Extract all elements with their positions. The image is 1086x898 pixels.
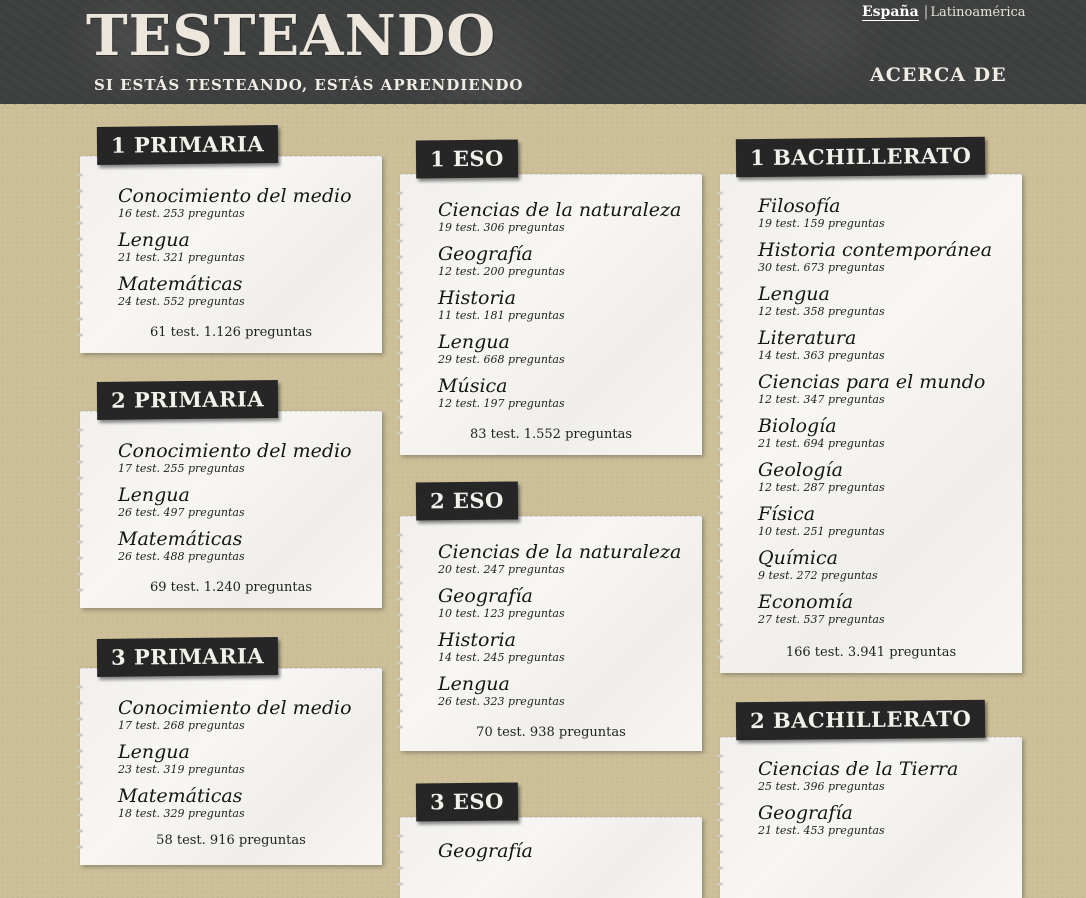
- subject-name[interactable]: Lengua: [118, 229, 190, 251]
- subject-item[interactable]: [438, 287, 565, 323]
- subject-meta: 21 test. 453 preguntas: [758, 824, 885, 837]
- site-tagline: SI ESTÁS TESTEANDO, ESTÁS APRENDIENDO: [94, 76, 524, 94]
- subject-meta: 11 test. 181 preguntas: [438, 309, 565, 322]
- subject-meta: 10 test. 123 preguntas: [438, 607, 565, 620]
- card-2-primaria: [80, 381, 382, 609]
- card-total: 166 test. 3.941 preguntas: [785, 645, 957, 660]
- subject-item[interactable]: [758, 415, 885, 451]
- subject-name[interactable]: Geografía: [758, 802, 853, 824]
- subject-meta: 17 test. 268 preguntas: [118, 719, 245, 732]
- subject-name[interactable]: Geografía: [438, 840, 533, 862]
- region-spain-link[interactable]: España: [862, 4, 919, 20]
- subject-name[interactable]: Lengua: [438, 331, 510, 353]
- subject-item[interactable]: [438, 243, 565, 279]
- subject-meta: 30 test. 673 preguntas: [758, 261, 885, 274]
- about-link[interactable]: ACERCA DE: [870, 64, 1007, 86]
- card-total: 69 test. 1.240 preguntas: [149, 580, 313, 595]
- subject-name[interactable]: Economía: [758, 591, 854, 613]
- site-header: [0, 0, 1086, 104]
- subject-item[interactable]: [758, 239, 992, 275]
- subject-item[interactable]: [758, 547, 878, 583]
- subject-item[interactable]: [118, 440, 352, 476]
- subject-meta: 18 test. 329 preguntas: [118, 807, 245, 820]
- card-total: 70 test. 938 preguntas: [476, 725, 626, 740]
- subject-name[interactable]: Ciencias de la naturaleza: [438, 541, 682, 563]
- subject-meta: 9 test. 272 preguntas: [758, 569, 878, 582]
- card-paper: [400, 817, 702, 898]
- card-paper: [720, 737, 1022, 898]
- subject-meta: 17 test. 255 preguntas: [118, 462, 245, 475]
- subject-item[interactable]: [118, 273, 245, 309]
- subject-meta: 12 test. 358 preguntas: [758, 305, 885, 318]
- subject-meta: 24 test. 552 preguntas: [118, 295, 245, 308]
- subject-name[interactable]: Química: [758, 547, 838, 569]
- subject-name[interactable]: Ciencias para el mundo: [758, 371, 986, 393]
- subject-item[interactable]: [438, 629, 565, 665]
- subject-name[interactable]: Lengua: [758, 283, 830, 305]
- card-1-primaria: [80, 126, 382, 354]
- subject-item[interactable]: [118, 741, 245, 777]
- subject-meta: 26 test. 497 preguntas: [118, 506, 245, 519]
- subject-name[interactable]: Lengua: [438, 673, 510, 695]
- card-total: 83 test. 1.552 preguntas: [469, 427, 633, 442]
- site-title[interactable]: TESTEANDO: [86, 3, 497, 69]
- subject-item[interactable]: [758, 327, 885, 363]
- card-paper: [80, 411, 382, 608]
- subject-name[interactable]: Historia contemporánea: [758, 239, 993, 261]
- subject-item[interactable]: [118, 229, 245, 265]
- subject-name[interactable]: Física: [758, 503, 816, 525]
- card-paper: [400, 174, 702, 455]
- subject-name[interactable]: Biología: [758, 415, 837, 437]
- subject-meta: 12 test. 200 preguntas: [438, 265, 565, 278]
- card-label[interactable]: 2 ESO: [416, 481, 518, 520]
- card-label[interactable]: 1 ESO: [416, 139, 518, 178]
- card-paper: [80, 156, 382, 353]
- card-label[interactable]: 3 PRIMARIA: [97, 637, 278, 677]
- header-torn-edge: [0, 100, 1086, 110]
- subject-item[interactable]: [438, 331, 565, 367]
- card-label[interactable]: 2 BACHILLERATO: [736, 700, 986, 741]
- subject-name[interactable]: Conocimiento del medio: [118, 440, 352, 462]
- card-paper: [400, 516, 702, 751]
- subject-item[interactable]: [758, 591, 885, 627]
- card-label[interactable]: 3 ESO: [416, 782, 518, 821]
- subject-item[interactable]: [758, 758, 958, 794]
- subject-name[interactable]: Lengua: [118, 741, 190, 763]
- subject-item[interactable]: [438, 541, 681, 577]
- subject-meta: 20 test. 247 preguntas: [438, 563, 565, 576]
- subject-name[interactable]: Geografía: [438, 243, 533, 265]
- subject-meta: 12 test. 287 preguntas: [758, 481, 885, 494]
- subject-item[interactable]: [438, 199, 681, 235]
- subject-meta: 12 test. 347 preguntas: [758, 393, 885, 406]
- subject-item[interactable]: [438, 840, 533, 862]
- subject-meta: 16 test. 253 preguntas: [118, 207, 245, 220]
- subject-meta: 21 test. 321 preguntas: [118, 251, 245, 264]
- subject-meta: 29 test. 668 preguntas: [438, 353, 565, 366]
- subject-meta: 23 test. 319 preguntas: [118, 763, 245, 776]
- subject-meta: 26 test. 323 preguntas: [438, 695, 565, 708]
- subject-meta: 21 test. 694 preguntas: [758, 437, 885, 450]
- card-paper: [720, 174, 1022, 673]
- card-paper: [80, 668, 382, 865]
- subject-item[interactable]: [118, 185, 352, 221]
- card-2-eso: [400, 482, 702, 752]
- subject-name[interactable]: Matemáticas: [118, 528, 243, 550]
- subject-item[interactable]: [758, 459, 885, 495]
- card-label[interactable]: 1 BACHILLERATO: [736, 137, 986, 178]
- subject-meta: 26 test. 488 preguntas: [118, 550, 245, 563]
- subject-item[interactable]: [758, 371, 985, 407]
- subject-meta: 27 test. 537 preguntas: [758, 613, 885, 626]
- subject-name[interactable]: Historia: [438, 629, 516, 651]
- subject-name[interactable]: Matemáticas: [118, 785, 243, 807]
- subject-item[interactable]: [758, 283, 885, 319]
- card-1-bachillerato: [720, 138, 1022, 674]
- subject-name[interactable]: Geografía: [438, 585, 533, 607]
- subject-meta: 12 test. 197 preguntas: [438, 397, 565, 410]
- subject-item[interactable]: [118, 785, 245, 821]
- subject-item[interactable]: [118, 697, 352, 733]
- card-total: 61 test. 1.126 preguntas: [149, 325, 313, 340]
- subject-meta: 25 test. 396 preguntas: [758, 780, 885, 793]
- subject-meta: 19 test. 306 preguntas: [438, 221, 565, 234]
- subject-meta: 19 test. 159 preguntas: [758, 217, 885, 230]
- subject-item[interactable]: [758, 195, 885, 231]
- subject-item[interactable]: [118, 484, 245, 520]
- card-label[interactable]: 1 PRIMARIA: [97, 125, 278, 165]
- subject-meta: 10 test. 251 preguntas: [758, 525, 885, 538]
- subject-name[interactable]: Ciencias de la naturaleza: [438, 199, 682, 221]
- region-switcher: [862, 4, 1026, 20]
- subject-meta: 14 test. 363 preguntas: [758, 349, 885, 362]
- subject-name[interactable]: Filosofía: [758, 195, 841, 217]
- subject-name[interactable]: Literatura: [758, 327, 857, 349]
- subject-name[interactable]: Historia: [438, 287, 516, 309]
- subject-name[interactable]: Música: [438, 375, 508, 397]
- subject-item[interactable]: [438, 375, 565, 411]
- subject-meta: 14 test. 245 preguntas: [438, 651, 565, 664]
- subject-item[interactable]: [758, 802, 885, 838]
- subject-item[interactable]: [118, 528, 245, 564]
- subject-item[interactable]: [758, 503, 885, 539]
- card-total: 58 test. 916 preguntas: [156, 833, 306, 848]
- subject-name[interactable]: Lengua: [118, 484, 190, 506]
- subject-name[interactable]: Matemáticas: [118, 273, 243, 295]
- subject-name[interactable]: Geología: [758, 459, 843, 481]
- card-3-eso: [400, 783, 702, 862]
- card-2-bachillerato: [720, 701, 1022, 845]
- region-separator: |: [923, 4, 929, 20]
- card-label[interactable]: 2 PRIMARIA: [97, 380, 278, 420]
- subject-name[interactable]: Conocimiento del medio: [118, 185, 352, 207]
- region-latam-link[interactable]: Latinoamérica: [930, 5, 1026, 20]
- subject-item[interactable]: [438, 673, 565, 709]
- subject-name[interactable]: Ciencias de la Tierra: [758, 758, 959, 780]
- card-3-primaria: [80, 638, 382, 848]
- subject-item[interactable]: [438, 585, 565, 621]
- subject-name[interactable]: Conocimiento del medio: [118, 697, 352, 719]
- card-1-eso: [400, 140, 702, 456]
